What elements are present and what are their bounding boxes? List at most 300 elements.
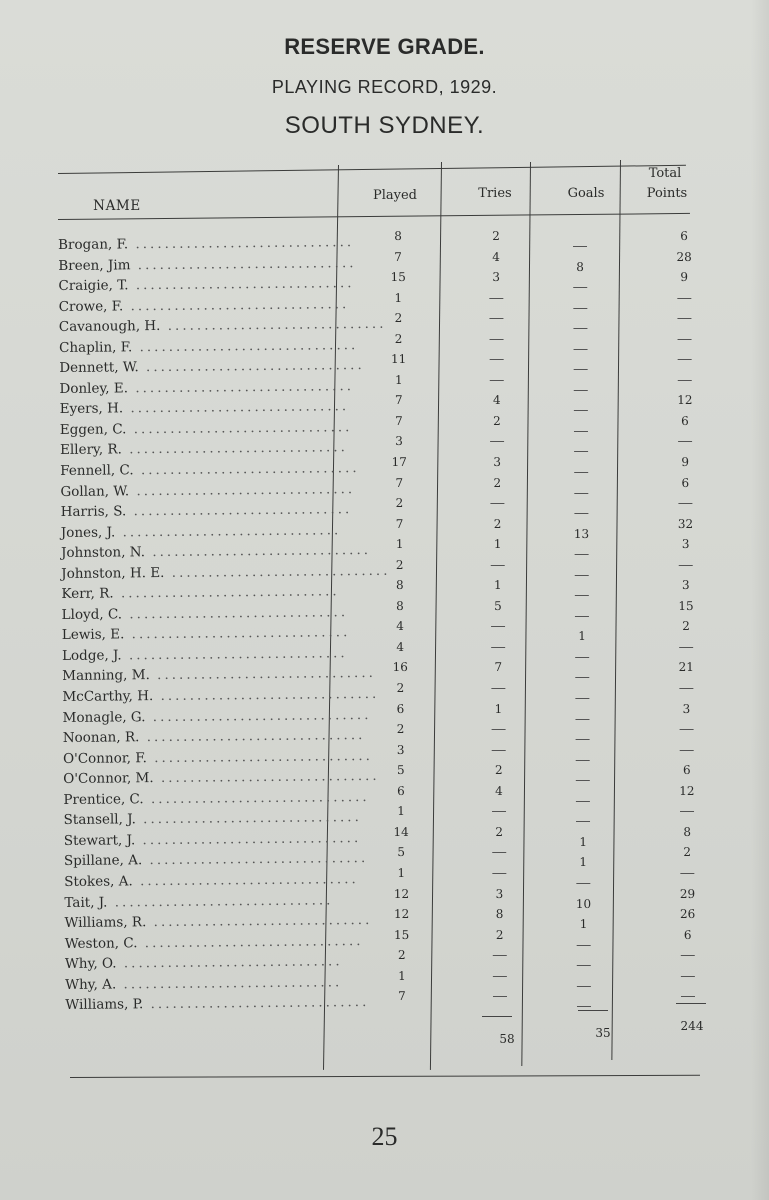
leader-dots: .............................. [113,583,340,602]
goals-cell [537,647,627,668]
leader-dots: .............................. [153,768,380,787]
player-name [59,355,365,378]
points-cell [639,287,729,308]
player-name-text: Stewart, J. [63,832,136,849]
played-cell: 3 [396,742,405,757]
player-name [62,643,352,666]
goals-cell [536,359,626,380]
dash-mark [680,750,694,751]
points-cell: 12 [677,393,693,408]
dash-mark [575,575,589,576]
points-cell [640,493,730,514]
leader-dots: .............................. [137,932,364,951]
goals-cell [535,277,625,298]
dash-mark [576,739,590,740]
dash-mark [492,852,506,853]
goals-cell: 1 [579,834,587,849]
player-name [61,520,351,543]
player-name-text: Monagle, G. [62,708,146,726]
player-name [63,828,362,851]
played-cell: 1 [394,290,403,305]
dash-mark [490,441,504,442]
played-cell: 11 [390,352,407,367]
player-name [61,499,351,522]
dash-mark [681,955,695,956]
player-name-text: Lloyd, C. [61,606,123,623]
goals-cell [537,667,627,688]
player-name [65,951,355,974]
dash-mark [489,298,503,299]
dash-mark [681,996,695,997]
points-cell: 6 [683,927,692,942]
tries-cell: 2 [494,763,503,778]
played-cell: 7 [395,516,404,531]
player-name [60,438,350,461]
played-cell: 12 [393,907,410,922]
played-cell: 7 [395,475,404,490]
dash-mark [575,657,589,658]
tries-cell: 2 [495,824,503,839]
player-name [62,602,352,625]
goals-cell: 1 [579,855,588,870]
player-name-text: Ellery, R. [59,441,122,459]
tries-cell [455,986,545,1007]
dash-mark [574,493,588,494]
dash-mark [575,554,589,555]
dash-mark [678,503,692,504]
leader-dots: .............................. [149,665,376,684]
dash-mark [577,945,591,946]
tries-cell [452,349,542,370]
leader-dots: .............................. [116,973,343,993]
dash-mark [492,729,506,730]
leader-dots: .............................. [130,254,357,273]
points-cell [640,349,730,370]
goals-cell: 8 [576,259,584,274]
tries-cell [452,370,542,391]
dash-mark [574,431,588,432]
played-cell: 2 [394,331,403,346]
points-cell: 29 [679,886,696,901]
played-cell: 17 [391,454,407,470]
tries-cell [453,678,543,699]
dash-mark [493,996,507,997]
player-name-text: Brogan, F. [58,236,129,253]
dash-mark [576,821,590,822]
points-cell: 8 [683,824,691,839]
points-cell: 2 [682,619,690,634]
player-name [64,910,373,933]
dash-mark [677,298,691,299]
goals-cell [535,339,625,360]
leader-dots: .............................. [153,685,380,705]
goals-cell: 1 [578,629,586,644]
leader-dots: .............................. [115,521,342,541]
leader-dots: .............................. [126,501,353,520]
points-column-header-points: Points [646,186,688,201]
player-name [60,479,356,502]
player-name-text: Why, A. [65,976,117,993]
tries-cell [451,287,541,308]
points-cell: 6 [681,475,690,490]
dash-mark [574,369,588,370]
dash-mark [490,339,504,340]
player-name-text: Williams, P. [65,996,144,1014]
goals-column-header: Goals [567,186,605,201]
points-total: 244 [680,1019,704,1033]
dash-mark [577,986,591,987]
played-cell: 1 [395,537,404,552]
tries-cell [452,493,542,514]
points-cell [642,739,732,760]
tries-cell: 4 [492,249,500,264]
points-cell: 21 [678,660,694,675]
points-cell [643,945,733,966]
points-cell: 15 [678,598,694,613]
player-name-text: Jones, J. [60,524,116,541]
tries-cell: 2 [493,413,501,428]
goals-cell [538,873,628,894]
dash-mark [575,616,589,617]
points-cell: 3 [681,578,690,593]
player-name-text: Lewis, E. [61,626,125,644]
leader-dots: .............................. [146,747,373,766]
tries-cell: 8 [495,907,504,922]
leader-dots: .............................. [146,912,373,931]
player-name-text: O'Connor, F. [62,749,147,767]
tries-column-header: Tries [478,186,512,201]
goals-cell [537,565,627,586]
player-name [62,746,373,769]
points-cell [641,555,731,576]
dash-mark [492,750,506,751]
tries-cell [453,637,543,658]
player-name-text: Chaplin, F. [59,339,133,356]
dash-mark [574,390,588,391]
tries-cell: 7 [494,660,503,675]
player-name [63,766,380,789]
points-cell [641,678,731,699]
player-name [63,808,362,831]
player-name [61,581,351,604]
points-cell: 6 [681,413,689,428]
dash-mark [574,349,588,350]
dash-mark [678,339,692,340]
tries-total: 58 [499,1032,515,1046]
points-cell [640,431,730,452]
leader-dots: .............................. [160,316,387,335]
player-name-text: Donley, E. [59,380,129,397]
points-cell [641,637,731,658]
tries-cell: 1 [493,537,502,552]
tries-cell: 3 [495,886,504,901]
dash-mark [493,976,507,977]
player-name [59,376,355,399]
leader-dots: .............................. [107,891,334,911]
goals-cell [539,934,629,955]
leader-dots: .............................. [129,480,356,499]
goals-cell [536,482,626,503]
goals-cell: 13 [573,526,590,541]
tries-cell: 4 [495,783,503,798]
goals-cell: 1 [579,917,588,932]
leader-dots: .............................. [123,295,350,315]
points-total-rule [676,1003,706,1004]
leader-dots: .............................. [121,439,348,458]
player-name [62,623,352,646]
leader-dots: .............................. [145,706,372,725]
player-name-text: Dennett, W. [59,359,139,377]
player-name-text: Stansell, J. [63,811,136,829]
tries-cell [453,616,543,637]
goals-cell [536,421,626,442]
goals-cell [536,503,626,524]
points-cell: 26 [679,907,696,922]
dash-mark [573,308,587,309]
goals-cell [536,400,626,421]
tries-cell: 2 [495,927,504,942]
dash-mark [490,503,504,504]
goals-cell [535,297,625,318]
player-name [62,684,380,707]
points-cell: 6 [682,763,691,778]
goals-cell [538,811,628,832]
played-cell: 8 [396,598,404,613]
dash-mark [492,811,506,812]
dash-mark [576,801,590,802]
player-name [62,664,376,687]
points-cell [642,719,732,740]
player-name [58,314,387,337]
goals-cell [537,688,627,709]
player-name [63,787,370,810]
player-name [62,725,366,748]
player-name [63,849,369,872]
played-cell: 2 [395,557,404,572]
played-cell: 2 [396,681,405,696]
played-cell: 1 [398,968,406,983]
goals-cell [538,770,628,791]
goals-cell [536,462,626,483]
leader-dots: .............................. [164,562,391,581]
goals-cell [538,791,628,812]
dash-mark [678,380,692,381]
player-name-text: Williams, R. [64,914,147,932]
player-name [62,705,372,728]
dash-mark [577,965,591,966]
player-name-text: Tait, J. [64,894,108,911]
dash-mark [576,883,590,884]
points-column [639,226,733,1007]
goals-total-rule [578,1010,608,1011]
player-name-text: Kerr, R. [61,585,114,603]
dash-mark [681,976,695,977]
played-column-header: Played [372,188,417,203]
dash-mark [575,698,589,699]
tries-cell [452,431,542,452]
dash-mark [575,719,589,720]
points-cell: 12 [679,783,695,798]
player-name-text: Gollan, W. [60,482,130,500]
player-name [64,890,354,913]
tries-cell: 3 [493,454,502,470]
names-column [58,232,391,1016]
dash-mark [493,955,507,956]
leader-dots: .............................. [124,624,351,643]
player-name [65,972,355,995]
player-name [59,417,353,440]
points-cell: 28 [676,249,692,264]
points-cell [639,329,729,350]
tries-cell [454,863,544,884]
dash-mark [574,513,588,514]
tries-cell [454,801,544,822]
goals-cell [539,996,629,1017]
played-cell: 1 [397,865,406,880]
tries-cell: 2 [492,228,500,244]
player-name-text: O'Connor, M. [63,770,154,788]
dash-mark [575,677,589,678]
tries-cell [454,842,544,863]
dash-mark [574,410,588,411]
played-cell: 12 [393,886,410,901]
dash-mark [677,318,691,319]
tries-total-rule [482,1016,512,1017]
dash-mark [577,1006,591,1007]
tries-column [451,226,545,1007]
goals-cell: 10 [575,896,592,911]
played-cell: 15 [390,270,406,285]
points-cell: 3 [681,537,690,552]
tries-cell [455,965,545,986]
tries-cell: 1 [494,701,503,716]
leader-dots: .............................. [123,398,350,417]
points-cell: 9 [681,454,690,470]
player-name-text: Crowe, F. [58,298,124,315]
dash-mark [576,780,590,781]
dash-mark [491,688,505,689]
dash-mark [679,688,693,689]
tries-cell [451,329,541,350]
player-name-text: Prentice, C. [63,790,144,808]
goals-cell [536,441,626,462]
points-cell: 2 [683,845,692,860]
player-name [58,273,355,296]
goals-total: 35 [595,1026,611,1040]
played-cell: 1 [394,372,403,387]
leader-dots: .............................. [144,542,372,561]
points-cell: 32 [677,516,694,531]
played-cell: 7 [395,393,403,408]
player-name [59,335,359,358]
player-name-text: Johnston, H. E. [61,564,165,582]
dash-mark [492,873,506,874]
played-cell: 2 [395,496,404,511]
player-name-text: Eggen, C. [59,421,127,438]
dash-mark [491,626,505,627]
leader-dots: .............................. [132,336,359,356]
dash-mark [680,811,694,812]
player-name-text: Eyers, H. [59,400,124,418]
goals-cell [537,585,627,606]
goals-cell [536,380,626,401]
player-name [65,992,370,1015]
points-column-header-total: Total [648,166,682,181]
played-cell: 5 [396,763,405,778]
leader-dots: .............................. [116,953,343,972]
player-name-text: Fennell, C. [60,462,134,480]
tries-cell: 4 [493,393,501,408]
played-cell: 6 [397,783,405,798]
points-cell [639,308,729,329]
player-name [60,458,360,481]
dash-mark [679,565,693,566]
player-name [61,561,391,584]
points-cell: 9 [680,270,689,285]
tries-cell [451,308,541,329]
leader-dots: .............................. [128,234,355,253]
played-cell: 15 [393,927,410,942]
played-cell: 6 [396,701,405,716]
points-cell [642,863,732,884]
played-cell: 14 [393,824,409,839]
leader-dots: .............................. [138,357,365,376]
player-name [60,540,372,563]
tries-cell: 5 [494,598,502,613]
leader-dots: .............................. [133,460,360,479]
player-name-text: Why, O. [64,955,117,973]
goals-cell [535,236,625,257]
player-name [59,294,349,317]
page-number: 25 [371,1122,398,1151]
player-name-text: Manning, M. [62,667,150,685]
player-name-text: Weston, C. [64,934,138,952]
played-cell: 8 [395,578,404,593]
points-cell [640,370,730,391]
leader-dots: .............................. [127,377,355,397]
played-cell: 16 [392,660,408,675]
tries-cell: 3 [492,270,501,285]
played-cell: 3 [395,434,403,449]
played-cell: 1 [397,804,405,819]
goals-cell [537,606,627,627]
leader-dots: .............................. [128,275,355,294]
points-cell: 3 [682,701,691,716]
leader-dots: .............................. [132,871,359,890]
played-cell: 2 [394,311,403,326]
player-name-text: Spillane, A. [63,852,143,870]
dash-mark [489,318,503,319]
player-name [58,232,355,255]
played-cell: 7 [394,249,402,264]
dash-mark [573,246,587,247]
tries-cell [454,739,544,760]
dash-mark [490,359,504,360]
goals-cell [538,729,628,750]
played-cell: 4 [396,619,404,634]
record-subheading: PLAYING RECORD, 1929. [271,77,498,97]
goals-column [535,236,629,1017]
player-name-text: Noonan, R. [62,729,140,747]
leader-dots: .............................. [139,727,366,746]
leader-dots: .............................. [121,645,348,664]
goals-cell [537,708,627,729]
played-cell: 4 [396,639,405,654]
goals-cell [537,544,627,565]
tries-cell: 2 [493,475,502,490]
dash-mark [573,328,587,329]
dash-mark [574,472,588,473]
